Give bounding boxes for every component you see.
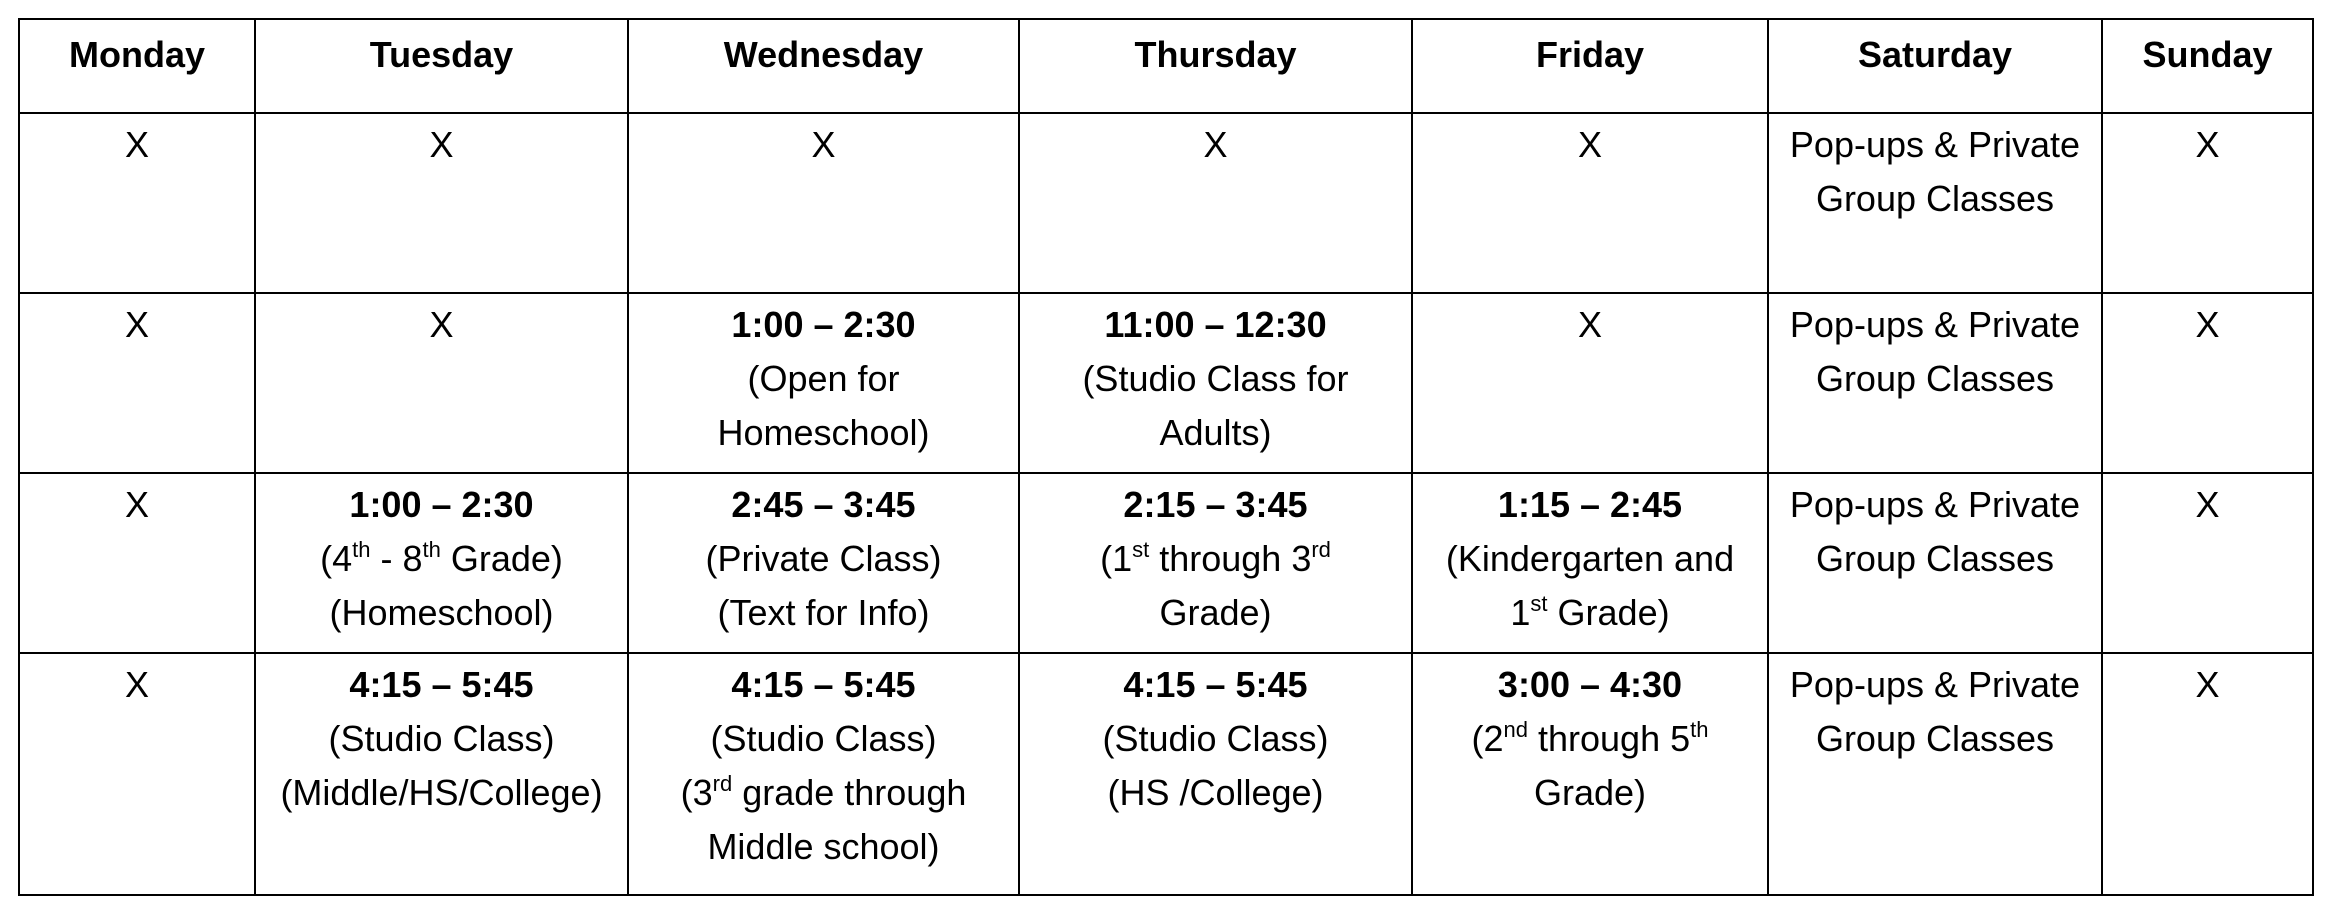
class-desc-2: (3rd grade through (680, 771, 967, 813)
cell-monday-empty: X (19, 653, 255, 895)
weekly-schedule-table (18, 18, 2314, 896)
cell-friday-class (1412, 653, 1768, 895)
schedule-row-1 (19, 113, 2313, 293)
cell-sunday-empty: X (2102, 293, 2313, 473)
cell-saturday-popups (1768, 653, 2102, 895)
class-desc-1: (Private Class) (705, 538, 942, 579)
cell-thursday-class (1019, 293, 1412, 473)
saturday-line-2: Group Classes (1815, 718, 2055, 759)
class-time: 1:15 – 2:45 (1497, 484, 1683, 525)
class-desc-1: (Studio Class for (1082, 358, 1349, 399)
cell-tuesday-class (255, 473, 628, 653)
class-time: 1:00 – 2:30 (731, 304, 916, 345)
cell-thursday-class (1019, 473, 1412, 653)
class-time: 11:00 – 12:30 (1104, 304, 1327, 345)
cell-tuesday-empty: X (255, 113, 628, 293)
cell-friday-empty: X (1412, 293, 1768, 473)
class-desc-1: (Open for (747, 358, 900, 399)
class-desc-1: (Kindergarten and (1445, 538, 1735, 579)
cell-thursday-class (1019, 653, 1412, 895)
class-desc-1: (Studio Class) (710, 718, 937, 759)
saturday-line-1: Pop-ups & Private (1789, 124, 2081, 165)
saturday-line-1: Pop-ups & Private (1789, 664, 2081, 705)
header-row (19, 19, 2313, 113)
header-wednesday: Wednesday (628, 19, 1019, 113)
class-time: 2:45 – 3:45 (731, 484, 916, 525)
cell-wednesday-empty: X (628, 113, 1019, 293)
cell-tuesday-empty: X (255, 293, 628, 473)
cell-monday-empty: X (19, 293, 255, 473)
cell-monday-empty: X (19, 473, 255, 653)
class-time: 4:15 – 5:45 (731, 664, 916, 705)
cell-friday-empty: X (1412, 113, 1768, 293)
class-desc-1: (Studio Class) (328, 718, 555, 759)
saturday-line-2: Group Classes (1815, 178, 2055, 219)
class-desc-1: (4th - 8th Grade) (320, 537, 563, 579)
class-desc-2: (HS /College) (1107, 772, 1324, 813)
cell-sunday-empty: X (2102, 653, 2313, 895)
cell-tuesday-class (255, 653, 628, 895)
cell-saturday-popups (1768, 113, 2102, 293)
cell-saturday-popups (1768, 293, 2102, 473)
header-friday: Friday (1412, 19, 1768, 113)
class-desc-2: (Homeschool) (329, 592, 554, 633)
class-desc-2: Adults) (1159, 412, 1272, 453)
cell-wednesday-class (628, 473, 1019, 653)
cell-sunday-empty: X (2102, 113, 2313, 293)
header-thursday: Thursday (1019, 19, 1412, 113)
class-desc-1: (1st through 3rd (1100, 537, 1331, 579)
class-time: 1:00 – 2:30 (349, 484, 534, 525)
header-tuesday: Tuesday (255, 19, 628, 113)
saturday-line-1: Pop-ups & Private (1789, 304, 2081, 345)
class-desc-1: (2nd through 5th (1471, 717, 1709, 759)
cell-saturday-popups (1768, 473, 2102, 653)
class-desc-2: (Text for Info) (717, 592, 930, 633)
class-time: 4:15 – 5:45 (349, 664, 534, 705)
class-desc-2: Homeschool) (717, 412, 930, 453)
class-desc-2: 1st Grade) (1510, 591, 1670, 633)
class-desc-2: Grade) (1159, 592, 1272, 633)
saturday-line-2: Group Classes (1815, 358, 2055, 399)
cell-wednesday-class (628, 653, 1019, 895)
class-desc-3: Middle school) (707, 826, 940, 867)
header-saturday: Saturday (1768, 19, 2102, 113)
class-desc-1: (Studio Class) (1102, 718, 1329, 759)
schedule-row-2 (19, 293, 2313, 473)
class-time: 3:00 – 4:30 (1497, 664, 1683, 705)
cell-monday-empty: X (19, 113, 255, 293)
saturday-line-2: Group Classes (1815, 538, 2055, 579)
class-time: 4:15 – 5:45 (1123, 664, 1308, 705)
schedule-row-4 (19, 653, 2313, 895)
class-time: 2:15 – 3:45 (1123, 484, 1308, 525)
class-desc-2: Grade) (1533, 772, 1647, 813)
cell-wednesday-class (628, 293, 1019, 473)
header-sunday: Sunday (2102, 19, 2313, 113)
cell-sunday-empty: X (2102, 473, 2313, 653)
schedule-row-3 (19, 473, 2313, 653)
saturday-line-1: Pop-ups & Private (1789, 484, 2081, 525)
class-desc-2: (Middle/HS/College) (280, 772, 603, 813)
cell-friday-class (1412, 473, 1768, 653)
header-monday: Monday (19, 19, 255, 113)
cell-thursday-empty: X (1019, 113, 1412, 293)
